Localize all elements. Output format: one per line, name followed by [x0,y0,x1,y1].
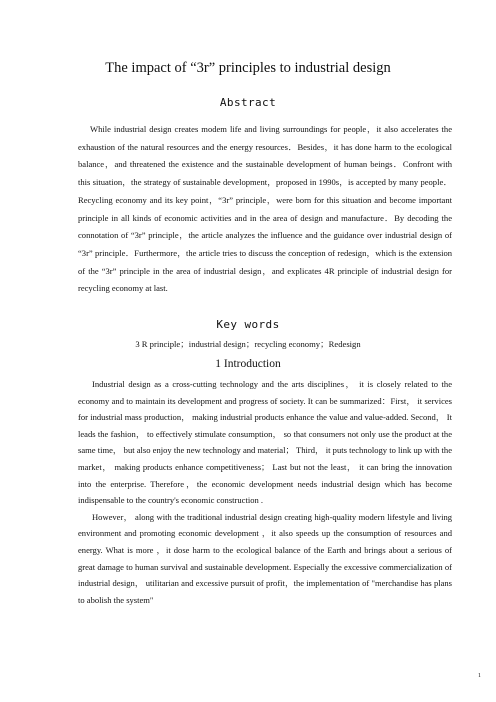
intro-paragraph: Industrial design as a cross-cutting technology and the arts disciplines， it is closely related to the economy and to maintain its development and progress of society. It can be summarized：First， it services for industrial mass production， making industrial products enhance the value and value-added. Second， It leads the fashion， to effectively stimulate consumption， so that consumers not only use the product at the same time， but also enjoy the new technology and material； Third， it puts technology to link up with the market， making products enhance competitiveness； Last but not the least， it can bring the innovation into the enterprise. Therefore，the economic development needs industrial design which has become indispensable to the country's economic construction . [78,379,452,506]
abstract-paragraph: While industrial design creates modem life and living surroundings for people，it also accelerates the exhaustion of the natural resources and the energy resources．Besides，it has done harm to the ecological balance，and threatened the existence and the sustainable development of human beings．Confront with this situation，the strategy of sustainable development，proposed in 1990s，is accepted by many people．Recycling economy and its key point，“3r” principle，were born for this situation and become important principle in all kinds of economic activities and in the area of design and manufacture．By decoding the connotation of “3r” principle，the article analyzes the influence and the guidance over industrial design of “3r” principle．Furthermore，the article tries to discuss the conception of redesign，which is the extension of the “3r” principle in the area of industrial design，and explicates 4R principle of industrial design for recycling economy at last. [78,124,452,294]
intro-paragraph: However， along with the traditional industrial design creating high-quality modern lifestyle and living environment and promoting economic development ，it also speeds up the consumption of resources and energy. What is more ，it dose harm to the ecological balance of the Earth and brings about a serious of great damage to human survival and sustainable development. Especially the excessive commercialization of industrial design， utilitarian and excessive pursuit of profit，the implementation of "merchandise has plans to abolish the system" [78,511,452,605]
document-title: The impact of “3r” principles to industrial design [105,60,391,76]
introduction-body [78,376,452,608]
abstract-body [78,121,452,298]
section-heading-introduction: 1 Introduction [215,358,281,370]
keywords-heading: Key words [216,318,280,331]
abstract-heading: Abstract [219,96,277,109]
page-number: 1 [478,673,481,679]
keywords-text: 3 R principle；industrial design；recycling economy；Redesign [135,339,361,349]
